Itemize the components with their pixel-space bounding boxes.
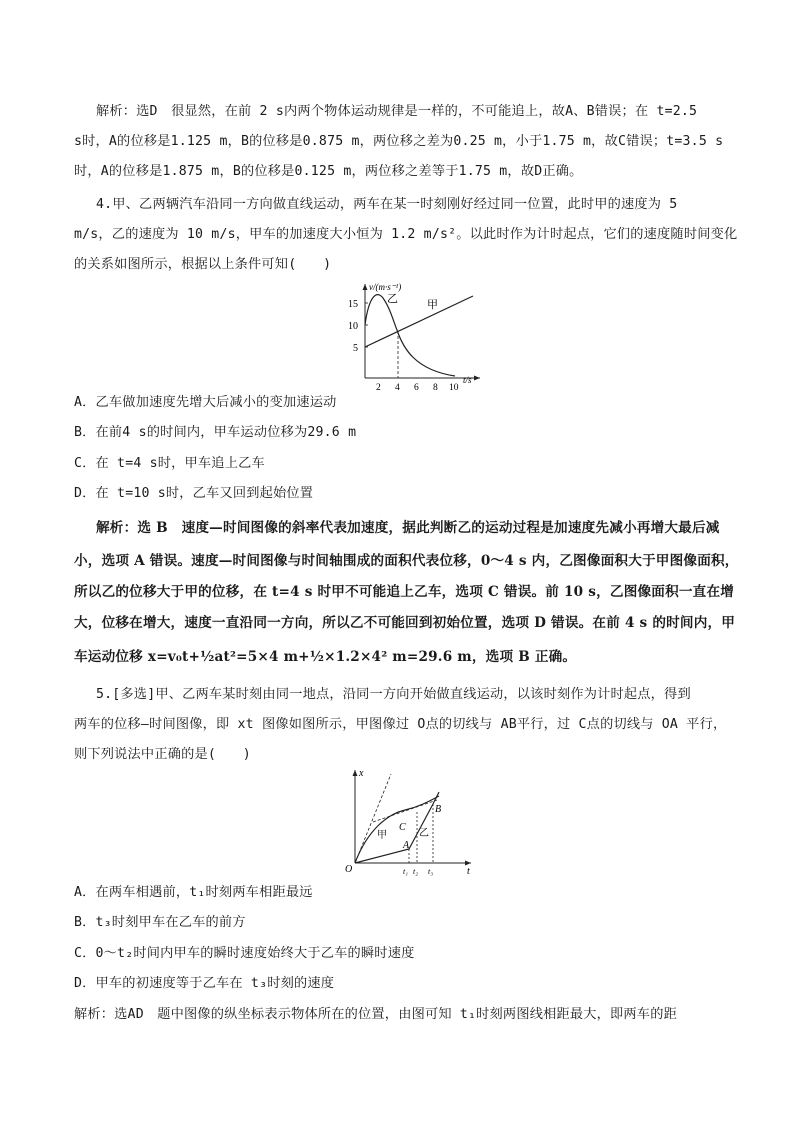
q5-option-a: A．在两车相遇前，t₁时刻两车相距最远 xyxy=(74,885,313,900)
q4-x-tick-4: 4 xyxy=(395,383,400,390)
q4-analysis-line-4: 大，位移在增大，速度一直沿同一方向，所以乙不可能回到初始位置，选项 D 错误。在前 4 s 的时间内，甲 xyxy=(74,615,736,631)
q4-option-b: B．在前4 s的时间内，甲车运动位移为29.6 m xyxy=(74,425,357,440)
q4-y-arrow xyxy=(363,284,368,290)
q4-option-c: C．在 t=4 s时，甲车追上乙车 xyxy=(74,456,265,471)
q5-label-yi: 乙 xyxy=(419,828,429,839)
q5-point-b: B xyxy=(435,804,442,815)
q4-option-d: D．在 t=10 s时，乙车又回到起始位置 xyxy=(74,486,314,501)
q5-origin: O xyxy=(345,864,353,875)
q5-option-d: D．甲车的初速度等于乙车在 t₃时刻的速度 xyxy=(74,976,335,991)
q5-stem-line-1: 5.[多选]甲、乙两车某时刻由同一地点，沿同一方向开始做直线运动，以该时刻作为计时起点，得到 xyxy=(96,687,691,702)
q4-x-tick-2: 2 xyxy=(376,383,381,390)
q4-y-tick-10: 10 xyxy=(348,321,358,332)
q4-stem-line-2: m/s，乙的速度为 10 m/s，甲车的加速度大小恒为 1.2 m/s²。以此时作为计时起点，它们的速度随时间变化 xyxy=(74,227,738,242)
analysis-prev-line-3: 时，A的位移是1.875 m，B的位移是0.125 m，两位移之差等于1.75 m，故D正确。 xyxy=(74,164,583,179)
q5-x-tick-t1: t₁ xyxy=(403,867,409,876)
q5-option-c: C．0～t₂时间内甲车的瞬时速度始终大于乙车的瞬时速度 xyxy=(74,946,415,961)
q4-label-yi: 乙 xyxy=(387,293,398,305)
q4-x-arrow xyxy=(474,376,480,381)
q4-x-tick-10: 10 xyxy=(449,383,459,390)
q4-option-a: A．乙车做加速度先增大后减小的变加速运动 xyxy=(74,395,337,410)
q5-label-jia: 甲 xyxy=(377,830,387,841)
q5-y-axis-label: x xyxy=(359,768,364,779)
q4-stem-line-3: 的关系如图所示，根据以上条件可知( ) xyxy=(74,257,332,272)
analysis-prev-line-2: s时，A的位移是1.125 m，B的位移是0.875 m，两位移之差为0.25 m，小于1.75 m，故C错误；t=3.5 s xyxy=(74,134,724,149)
q4-analysis-line-3: 所以乙的位移大于甲的位移，在 t=4 s 时甲不可能追上乙车，选项 C 错误。前 10 s，乙图像面积一直在增 xyxy=(74,584,735,600)
q4-analysis-line-1: 解析：选 B 速度—时间图像的斜率代表加速度，据此判断乙的运动过程是加速度先减小再增大最后减 xyxy=(96,520,720,536)
q4-label-jia: 甲 xyxy=(427,299,438,311)
q4-velocity-time-graph xyxy=(335,280,485,390)
q4-line-jia xyxy=(365,296,473,347)
q4-curve-yi xyxy=(365,295,455,376)
q5-displacement-time-graph xyxy=(333,764,483,880)
analysis-prev-line-1: 解析：选D 很显然，在前 2 s内两个物体运动规律是一样的，不可能追上，故A、B错误；在 t=2.5 xyxy=(96,104,698,119)
q5-point-a: A xyxy=(403,840,410,851)
q4-x-tick-8: 8 xyxy=(433,383,438,390)
q5-option-b: B．t₃时刻甲车在乙车的前方 xyxy=(74,915,246,930)
q5-x-tick-t3: t₃ xyxy=(428,867,434,876)
q5-x-axis-label: t xyxy=(467,866,470,877)
q4-y-axis-label: v/(m·s⁻¹) xyxy=(369,282,402,292)
q4-x-tick-6: 6 xyxy=(414,383,419,390)
q4-analysis-line-5: 车运动位移 x=v₀t+½at²=5×4 m+½×1.2×4² m=29.6 m，选项 B 正确。 xyxy=(74,649,577,665)
q5-y-arrow xyxy=(353,770,358,776)
q5-point-c: C xyxy=(399,822,406,833)
q5-tangent-c xyxy=(373,800,437,822)
q5-analysis-line-1: 解析：选AD 题中图像的纵坐标表示物体所在的位置，由图可知 t₁时刻两图线相距最大，即两车的距 xyxy=(74,1007,677,1022)
q4-stem-line-1: 4.甲、乙两辆汽车沿同一方向做直线运动，两车在某一时刻刚好经过同一位置，此时甲的速度为 5 xyxy=(96,197,678,212)
q5-x-arrow xyxy=(465,861,471,866)
q5-x-tick-t2: t₂ xyxy=(413,867,419,876)
q5-stem-line-2: 两车的位移—时间图像，即 xt 图像如图所示，甲图像过 O点的切线与 AB平行，过 C点的切线与 OA 平行， xyxy=(74,717,727,732)
q5-stem-line-3: 则下列说法中正确的是( ) xyxy=(74,747,251,762)
q4-analysis-line-2: 小，选项 A 错误。速度—时间图像与时间轴围成的面积代表位移，0～4 s 内，乙图像面积大于甲图像面积， xyxy=(74,553,739,569)
q4-y-tick-15: 15 xyxy=(348,299,358,310)
q4-y-tick-5: 5 xyxy=(353,343,358,354)
q4-x-axis-label: t/s xyxy=(463,375,472,385)
